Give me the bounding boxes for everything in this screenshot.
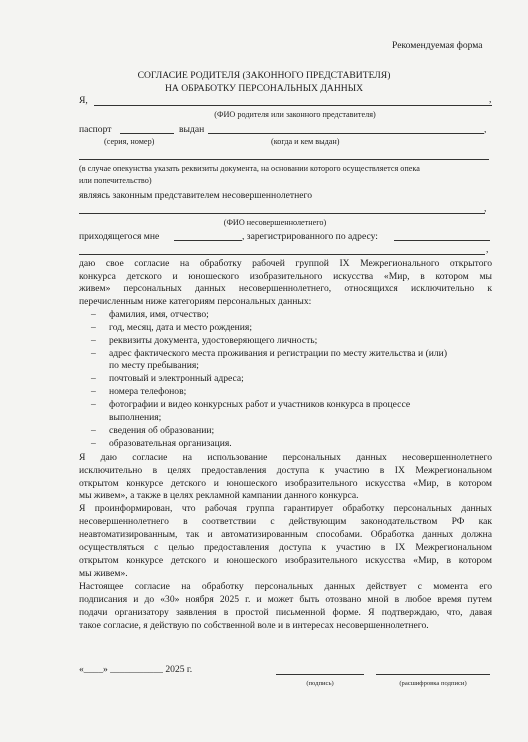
usage-line-4: мы живем», а также в целях рекламной кампании данного конкурса. [79, 490, 359, 501]
i-prefix: Я, [79, 95, 88, 106]
parent-fio-line[interactable] [94, 105, 492, 106]
comma: , [484, 124, 487, 135]
validity-line-2: подписания и до «30» ноября 2025 г. и может быть отозвано мной в любое время путем [79, 594, 492, 605]
passport-number-line[interactable] [120, 133, 174, 134]
relation-prefix: приходящегося мне [79, 231, 160, 242]
informed-line-5: открытом конкурсе детского и юношеского изобразительного искусства «Мир, в котором [79, 555, 492, 566]
comma: , [489, 94, 492, 105]
guardian-note-2: или попечительство) [79, 176, 152, 185]
address-line-1[interactable] [394, 240, 490, 241]
passport-label: паспорт [79, 124, 112, 135]
parent-fio-caption: (ФИО родителя или законного представителя) [214, 110, 376, 119]
validity-line-1: Настоящее согласие на обработку персональных данных действует с момента его [79, 581, 492, 592]
registered-text: , зарегистрированного по адресу: [242, 231, 378, 242]
signature-decode-line[interactable] [376, 674, 490, 675]
guardian-note-1: (в случае опекунства указать реквизиты документа, на основании которого осуществляется опека [79, 164, 420, 173]
title-line-1: СОГЛАСИЕ РОДИТЕЛЯ (ЗАКОННОГО ПРЕДСТАВИТЕЛЯ) [137, 70, 391, 81]
issued-caption: (когда и кем выдан) [271, 137, 340, 146]
consent-form-page: Рекомендуемая форма СОГЛАСИЕ РОДИТЕЛЯ (ЗАКОННОГО ПРЕДСТАВИТЕЛЯ) НА ОБРАБОТКУ ПЕРСОНАЛЬНЫХ ДАННЫХ Я, , (ФИО родителя или законного представителя) паспорт выдан , (серия, номер) (когда и кем выдан) (в случае опекунства указать реквизиты документа, на основании которого осуществляется опека или попечительство) являясь законным представителем несовершеннолетнего , (ФИО несовершеннолетнего) приходящегося мне , зарегистрированного по адресу: , даю свое согласие на обработку рабочей группой IX Межрегионального открытого конкурса детского и юношеского изобразительного искусства «Мир, в котором мы живем» персональных данных несовершеннолетнего, относящихся исключительно к перечисленным ниже категориям персональных данных: – фамилия, имя, отчество; – год, месяц, дата и место рождения; – реквизиты документа, удостоверяющего личность; – адрес фактического места проживания и регистрации по месту жительства и (или) по месту пребывания; – почтовый и электронный адреса; – номера телефонов; – фотографии и видео конкурсных работ и участников конкурса в процессе выполнения; – сведения об образовании; – образовательная организация. Я даю согласие на использование персональных данных несовершеннолетнего исключительно в целях предоставления доступа к участию в IX Межрегиональном открытом конкурсе детского и юношеского изобразительного искусства «Мир, в котором мы живем», а также в целях рекламной кампании данного конкурса. Я проинформирован, что рабочая группа гарантирует обработку персональных данных несовершеннолетнего в соответствии с действующим законодательством РФ как неавтоматизированным, так и автоматизированным способами. Обработка данных должна осуществляться с целью предоставления доступа к участию в IX Межрегиональном открытом конкурсе детского и юношеского изобразительного искусства «Мир, в котором мы живем». Настоящее согласие на обработку персональных данных действует с момента его подписания и до «30» ноября 2025 г. и может быть отозвано мной в любое время путем подачи организатору заявления в простой письменной форме. Я подтверждаю, что, давая такое согласие, я действую по собственной воле и в интересах несовершеннолетнего. «____» ___________ 2025 г. (подпись) (расшифровка подписи) [0, 0, 528, 742]
informed-line-1: Я проинформирован, что рабочая группа гарантирует обработку персональных данных [79, 503, 492, 514]
title-line-2: НА ОБРАБОТКУ ПЕРСОНАЛЬНЫХ ДАННЫХ [164, 83, 364, 94]
comma: , [486, 244, 489, 255]
recommended-form-label: Рекомендуемая форма [392, 40, 483, 51]
usage-line-2: исключительно в целях предоставления доступа к участию в IX Межрегиональном [79, 465, 492, 476]
guardian-document-line[interactable] [79, 159, 489, 160]
series-caption: (серия, номер) [104, 137, 155, 146]
relation-line[interactable] [174, 240, 242, 241]
signature-line[interactable] [276, 674, 364, 675]
consent-line-2: конкурса детского и юношеского изобразительного искусства «Мир, в котором мы [79, 271, 492, 282]
usage-line-3: открытом конкурсе детского и юношеского изобразительного искусства «Мир, в котором [79, 478, 492, 489]
informed-line-3: неавтоматизированным, так и автоматизированным способами. Обработка данных должна [79, 529, 492, 540]
consent-line-1: даю свое согласие на обработку рабочей группой IX Межрегионального открытого [79, 258, 492, 269]
consent-line-3: живем» персональных данных несовершеннолетнего, относящихся исключительно к [79, 283, 492, 294]
signature-caption: (подпись) [306, 680, 334, 687]
consent-line-4: перечисленным ниже категориям персональных данных: [79, 296, 312, 307]
usage-line-1: Я даю согласие на использование персональных данных несовершеннолетнего [79, 452, 492, 463]
minor-fio-caption: (ФИО несовершеннолетнего) [223, 218, 327, 227]
address-line-2[interactable] [79, 254, 485, 255]
date-field[interactable]: «____» ___________ 2025 г. [79, 664, 193, 675]
informed-line-2: несовершеннолетнего в соответствии с действующим законодательством РФ как [79, 516, 492, 527]
issued-by-line[interactable] [208, 133, 484, 134]
informed-line-4: осуществляться с целью предоставления доступа к участию в IX Межрегиональном [79, 542, 492, 553]
representative-text: являясь законным представителем несовершеннолетнего [79, 190, 312, 201]
validity-line-3: подачи организатору заявления в простой письменной форме. Я подтверждаю, что, давая [79, 607, 492, 618]
informed-line-6: мы живем». [79, 568, 128, 579]
issued-label: выдан [179, 124, 205, 135]
validity-line-4: такое согласие, я действую по собственной воле и в интересах несовершеннолетнего. [79, 620, 429, 631]
comma: , [484, 203, 487, 214]
minor-fio-line[interactable] [79, 213, 485, 214]
signature-decode-caption: (расшифровка подписи) [399, 680, 467, 687]
